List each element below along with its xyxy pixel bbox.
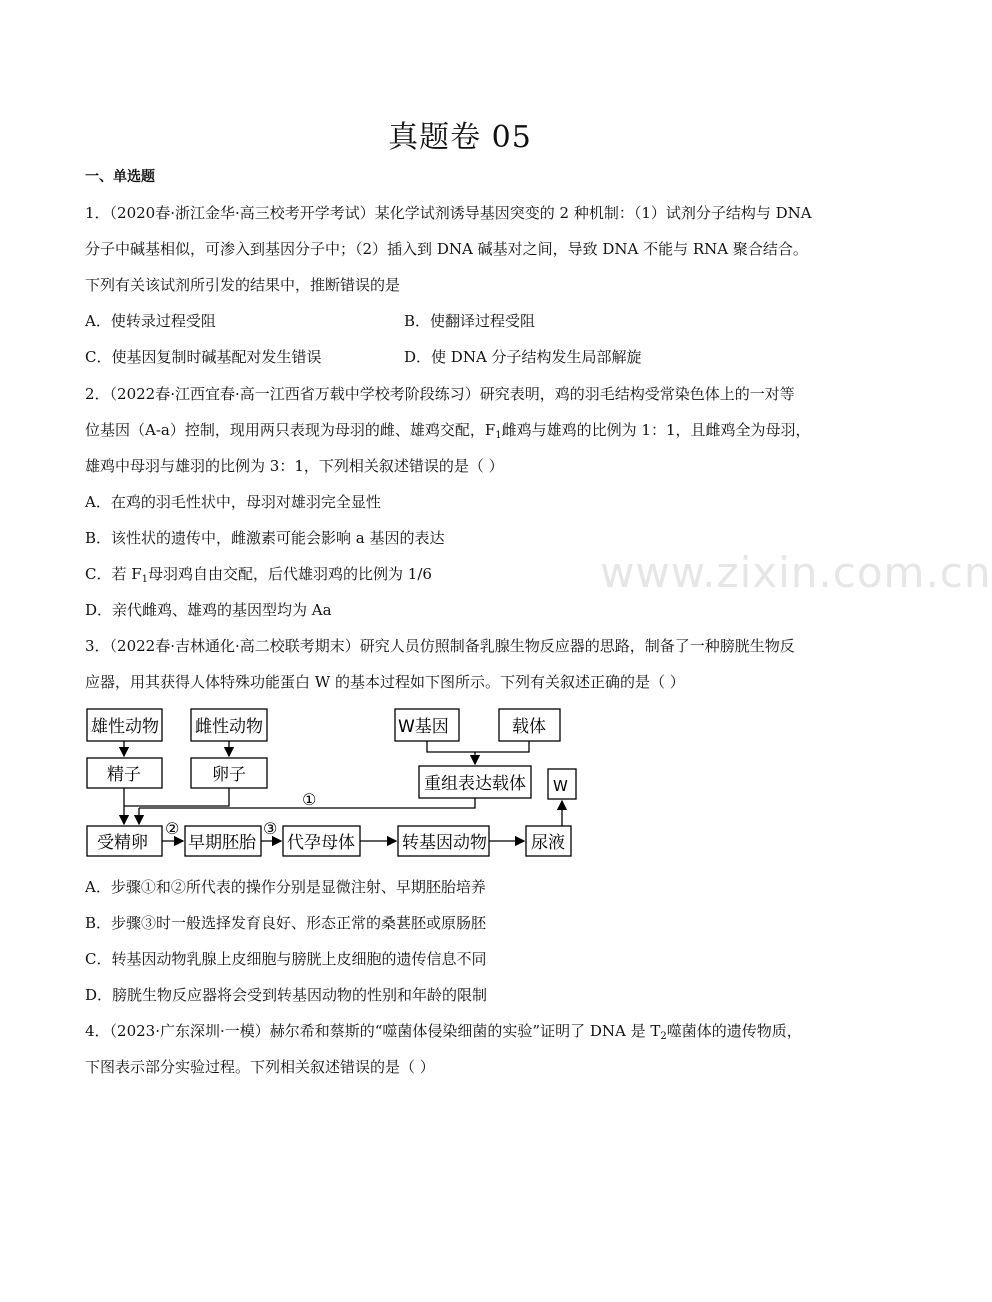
label-early-embryo: 早期胚胎 <box>188 833 256 853</box>
label-male-animal: 雄性动物 <box>91 717 159 737</box>
label-w-protein: W <box>553 777 568 795</box>
label-recombinant-vector: 重组表达载体 <box>424 774 526 794</box>
label-vector: 载体 <box>512 717 546 737</box>
label-zygote: 受精卵 <box>97 833 148 853</box>
label-surrogate: 代孕母体 <box>287 833 355 853</box>
label-step-1: ① <box>302 790 317 809</box>
q1-option-b: B．使翻译过程受阻 <box>404 312 536 330</box>
label-step-3: ③ <box>263 819 278 838</box>
q3-line-1: 3．（2022春·吉林通化·高二校联考期末）研究人员仿照制备乳腺生物反应器的思路，制备了一种膀胱生物反 <box>85 637 795 655</box>
section-heading: 一、单选题 <box>85 169 155 185</box>
q2-line-2: 位基因（A-a）控制，现用两只表现为母羽的雌、雄鸡交配，$F_1$雌鸡与雄鸡的比例为 1：1，且雌鸡全为母羽， <box>85 421 811 441</box>
q2-option-b: B．该性状的遗传中，雌激素可能会影响 a 基因的表达 <box>85 529 445 547</box>
label-sperm: 精子 <box>107 765 141 785</box>
label-transgenic-animal: 转基因动物 <box>402 833 487 853</box>
q2-line-1: 2．（2022春·江西宜春·高一江西省万载中学校考阶段练习）研究表明，鸡的羽毛结构受常染色体上的一对等 <box>85 385 795 403</box>
label-female-animal: 雌性动物 <box>195 717 263 737</box>
q4-line-2: 下图表示部分实验过程。下列相关叙述错误的是（ ） <box>85 1058 435 1076</box>
q2-option-d: D．亲代雌鸡、雄鸡的基因型均为 Aa <box>85 601 332 619</box>
q1-option-d: D．使 DNA 分子结构发生局部解旋 <box>404 348 642 366</box>
q2-line-3: 雄鸡中母羽与雄羽的比例为 3：1，下列相关叙述错误的是（ ） <box>85 457 504 475</box>
q3-option-b: B．步骤③时一般选择发育良好、形态正常的桑葚胚或原肠胚 <box>85 914 487 932</box>
q3-option-a: A．步骤①和②所代表的操作分别是显微注射、早期胚胎培养 <box>85 878 486 896</box>
q1-line-1: 1．（2020春·浙江金华·高三校考开学考试）某化学试剂诱导基因突变的 2 种机制：（1）试剂分子结构与 DNA <box>85 204 812 222</box>
q3-line-2: 应器，用其获得人体特殊功能蛋白 W 的基本过程如下图所示。下列有关叙述正确的是（ ） <box>85 673 685 691</box>
label-w-gene: W基因 <box>398 717 449 737</box>
label-step-2: ② <box>165 819 180 838</box>
label-urine: 尿液 <box>531 833 565 853</box>
q2-option-c: C．若 $F_1$母羽鸡自由交配，后代雄羽鸡的比例为 1/6 <box>85 565 432 585</box>
q3-option-d: D．膀胱生物反应器将会受到转基因动物的性别和年龄的限制 <box>85 986 488 1004</box>
q2-option-a: A．在鸡的羽毛性状中，母羽对雄羽完全显性 <box>85 493 381 511</box>
q1-option-a: A．使转录过程受阻 <box>85 312 216 330</box>
q1-line-2: 分子中碱基相似，可渗入到基因分子中；（2）插入到 DNA 碱基对之间，导致 DNA 不能与 RNA 聚合结合。 <box>85 240 808 258</box>
q1-option-c: C．使基因复制时碱基配对发生错误 <box>85 348 322 366</box>
label-egg: 卵子 <box>212 765 246 785</box>
watermark: www.zixin.com.cn <box>600 548 992 597</box>
q1-line-3: 下列有关该试剂所引发的结果中，推断错误的是 <box>85 276 401 294</box>
q4-line-1: 4．（2023·广东深圳·一模）赫尔希和蔡斯的“噬菌体侵染细菌的实验”证明了 DNA 是 $T_2$噬菌体的遗传物质， <box>85 1022 802 1042</box>
page-title: 真题卷 05 <box>388 120 532 155</box>
q3-option-c: C．转基因动物乳腺上皮细胞与膀胱上皮细胞的遗传信息不同 <box>85 950 487 968</box>
